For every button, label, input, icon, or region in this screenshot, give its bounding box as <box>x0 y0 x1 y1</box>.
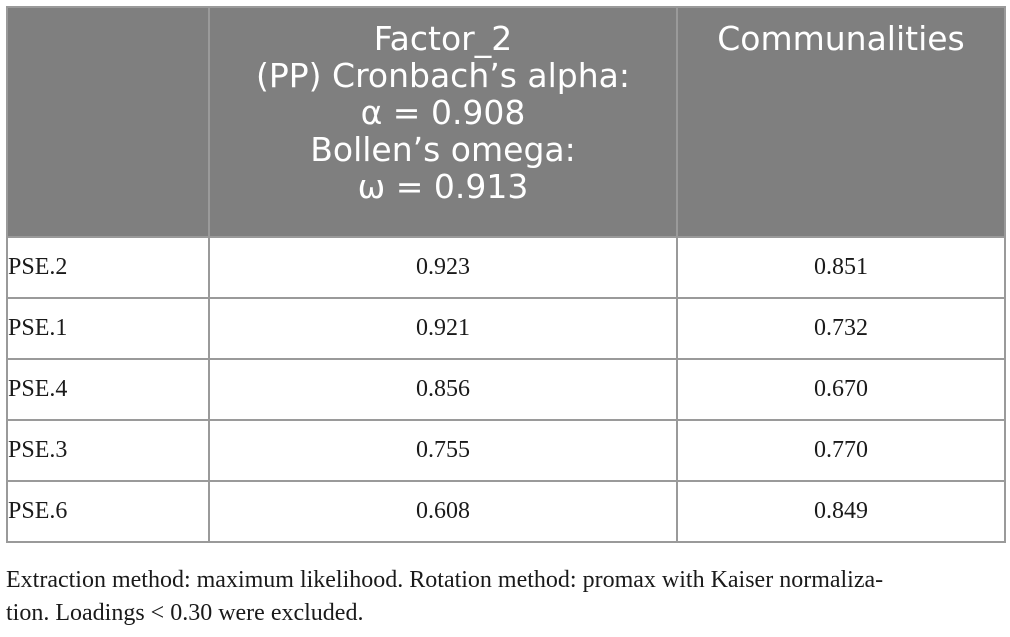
factor-loading-value: 0.921 <box>209 298 677 359</box>
table-row <box>7 481 1005 542</box>
row-label: PSE.4 <box>7 359 209 420</box>
table-row <box>7 359 1005 420</box>
header-factor-cell <box>209 7 677 237</box>
cronbach-label: (PP) Cronbach’s alpha: <box>255 56 631 95</box>
header-row <box>7 7 1005 237</box>
footnote-line: Extraction method: maximum likelihood. Rotation method: promax with Kaiser normaliza- <box>6 567 884 593</box>
table-row <box>7 420 1005 481</box>
communality-value: 0.732 <box>677 298 1005 359</box>
omega-value: ω = 0.913 <box>357 167 529 206</box>
row-label: PSE.3 <box>7 420 209 481</box>
table-row <box>7 298 1005 359</box>
factor-loadings-table <box>6 6 1006 543</box>
header-corner-cell <box>7 7 209 237</box>
communalities-title: Communalities <box>717 19 965 58</box>
footnote-line: tion. Loadings < 0.30 were excluded. <box>6 600 364 626</box>
factor-loading-value: 0.856 <box>209 359 677 420</box>
header-communalities-cell <box>677 7 1005 237</box>
table-footnote <box>6 564 1004 630</box>
table-row <box>7 237 1005 298</box>
row-label: PSE.1 <box>7 298 209 359</box>
row-label: PSE.2 <box>7 237 209 298</box>
factor-title: Factor_2 <box>373 19 513 58</box>
communality-value: 0.851 <box>677 237 1005 298</box>
alpha-value: α = 0.908 <box>360 93 526 132</box>
factor-loading-value: 0.608 <box>209 481 677 542</box>
omega-label: Bollen’s omega: <box>310 130 576 169</box>
factor-loading-value: 0.755 <box>209 420 677 481</box>
communality-value: 0.670 <box>677 359 1005 420</box>
communality-value: 0.849 <box>677 481 1005 542</box>
communality-value: 0.770 <box>677 420 1005 481</box>
row-label: PSE.6 <box>7 481 209 542</box>
factor-loading-value: 0.923 <box>209 237 677 298</box>
